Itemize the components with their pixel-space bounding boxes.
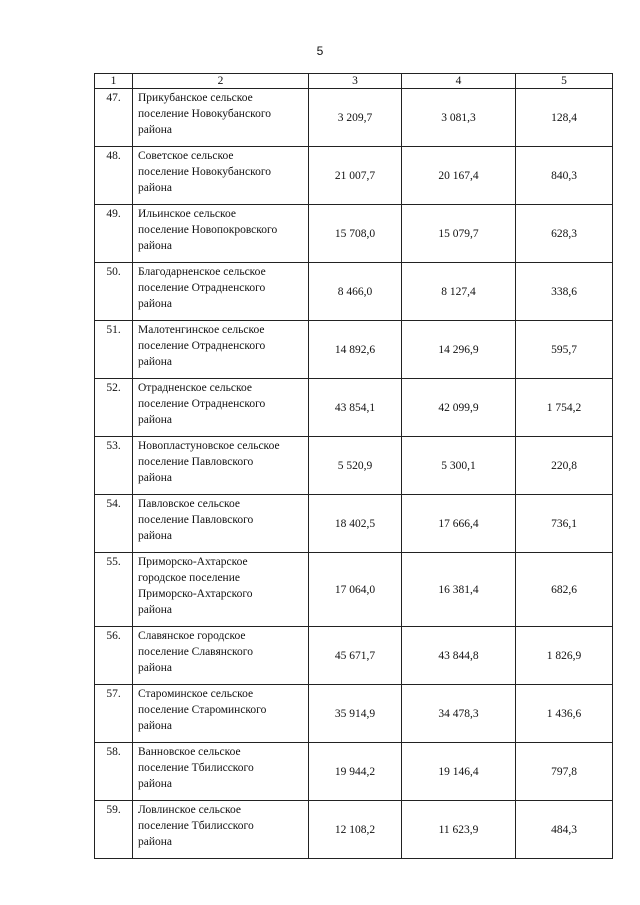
row-number: 48.: [95, 147, 133, 205]
column-header: 2: [133, 74, 309, 89]
settlement-name: Приморско-Ахтарское городское поселение Приморско-Ахтарского района: [133, 553, 309, 627]
value-col5: 1 826,9: [516, 627, 613, 685]
value-col5: 1 754,2: [516, 379, 613, 437]
settlement-name: Советское сельское поселение Новокубанского района: [133, 147, 309, 205]
table-row: [95, 321, 613, 379]
value-col4: 8 127,4: [402, 263, 516, 321]
header-row: [95, 74, 613, 89]
table-row: [95, 379, 613, 437]
page-number: 5: [316, 44, 324, 58]
value-col4: 20 167,4: [402, 147, 516, 205]
value-col4: 14 296,9: [402, 321, 516, 379]
value-col3: 12 108,2: [309, 801, 402, 859]
settlements-table: [94, 73, 613, 859]
table-row: [95, 205, 613, 263]
value-col5: 797,8: [516, 743, 613, 801]
row-number: 56.: [95, 627, 133, 685]
value-col4: 16 381,4: [402, 553, 516, 627]
value-col5: 595,7: [516, 321, 613, 379]
table-row: [95, 743, 613, 801]
table-row: [95, 89, 613, 147]
value-col3: 14 892,6: [309, 321, 402, 379]
settlement-name: Павловское сельское поселение Павловского района: [133, 495, 309, 553]
row-number: 54.: [95, 495, 133, 553]
settlement-name: Благодарненское сельское поселение Отрадненского района: [133, 263, 309, 321]
row-number: 55.: [95, 553, 133, 627]
row-number: 52.: [95, 379, 133, 437]
settlement-name: Староминское сельское поселение Староминского района: [133, 685, 309, 743]
row-number: 47.: [95, 89, 133, 147]
value-col5: 682,6: [516, 553, 613, 627]
value-col4: 15 079,7: [402, 205, 516, 263]
table-row: [95, 685, 613, 743]
value-col4: 11 623,9: [402, 801, 516, 859]
row-number: 49.: [95, 205, 133, 263]
table-row: [95, 263, 613, 321]
value-col4: 17 666,4: [402, 495, 516, 553]
table-row: [95, 437, 613, 495]
value-col5: 128,4: [516, 89, 613, 147]
value-col5: 338,6: [516, 263, 613, 321]
settlement-name: Ловлинское сельское поселение Тбилисского района: [133, 801, 309, 859]
value-col3: 45 671,7: [309, 627, 402, 685]
value-col3: 8 466,0: [309, 263, 402, 321]
row-number: 53.: [95, 437, 133, 495]
settlement-name: Ильинское сельское поселение Новопокровского района: [133, 205, 309, 263]
column-header: 3: [309, 74, 402, 89]
row-number: 59.: [95, 801, 133, 859]
value-col5: 484,3: [516, 801, 613, 859]
settlement-name: Прикубанское сельское поселение Новокубанского района: [133, 89, 309, 147]
value-col3: 19 944,2: [309, 743, 402, 801]
value-col4: 42 099,9: [402, 379, 516, 437]
value-col3: 18 402,5: [309, 495, 402, 553]
table-row: [95, 495, 613, 553]
row-number: 57.: [95, 685, 133, 743]
value-col5: 840,3: [516, 147, 613, 205]
column-header: 1: [95, 74, 133, 89]
value-col5: 628,3: [516, 205, 613, 263]
settlement-name: Новопластуновское сельское поселение Павловского района: [133, 437, 309, 495]
row-number: 58.: [95, 743, 133, 801]
table-row: [95, 627, 613, 685]
value-col4: 19 146,4: [402, 743, 516, 801]
value-col5: 220,8: [516, 437, 613, 495]
settlement-name: Отрадненское сельское поселение Отрадненского района: [133, 379, 309, 437]
value-col5: 1 436,6: [516, 685, 613, 743]
value-col3: 15 708,0: [309, 205, 402, 263]
row-number: 50.: [95, 263, 133, 321]
value-col3: 43 854,1: [309, 379, 402, 437]
settlement-name: Славянское городское поселение Славянского района: [133, 627, 309, 685]
value-col5: 736,1: [516, 495, 613, 553]
row-number: 51.: [95, 321, 133, 379]
value-col4: 34 478,3: [402, 685, 516, 743]
value-col3: 3 209,7: [309, 89, 402, 147]
table-row: [95, 801, 613, 859]
value-col4: 43 844,8: [402, 627, 516, 685]
settlement-name: Ванновское сельское поселение Тбилисского района: [133, 743, 309, 801]
value-col4: 5 300,1: [402, 437, 516, 495]
table-row: [95, 553, 613, 627]
value-col3: 17 064,0: [309, 553, 402, 627]
settlement-name: Малотенгинское сельское поселение Отрадненского района: [133, 321, 309, 379]
table-row: [95, 147, 613, 205]
value-col4: 3 081,3: [402, 89, 516, 147]
value-col3: 21 007,7: [309, 147, 402, 205]
value-col3: 5 520,9: [309, 437, 402, 495]
column-header: 4: [402, 74, 516, 89]
value-col3: 35 914,9: [309, 685, 402, 743]
column-header: 5: [516, 74, 613, 89]
